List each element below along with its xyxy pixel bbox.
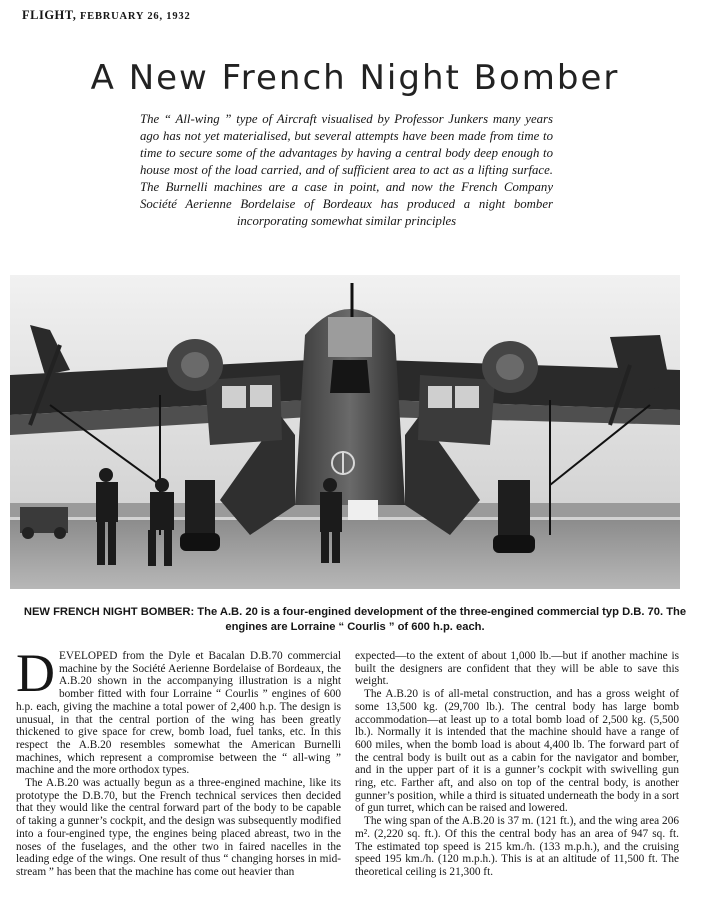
- article-paragraph: The A.B.20 is of all-metal construction, and has a gross weight of some 13,500 kg. (29,700 lb.). The central body has large bomb accommodation—at least up to a total bomb load of 2,500 kg. (5,500 lb.). Normally it is intended that the machine should have a range of 600 miles, when the bomb load is about 4,400 lb. The forward part of the central body is built out as a cabin for the navigator and bomber, and in the upper part of it is a gunner’s cockpit with swivelling gun ring, etc. Farther aft, and also on top of the central body, is another gunner’s position, while a third is situated underneath the body in a sort of gun turret, which can be raised and lowered.: [355, 688, 679, 815]
- issue-date: FEBRUARY 26, 1932: [79, 11, 191, 22]
- header-separator: ,: [72, 8, 80, 22]
- article-standfirst: The “ All-wing ” type of Aircraft visualised by Professor Junkers many years ago has not yet materialised, but several attempts have been made from time to time to secure some of the advantages by having a central body deep enough to house most of the load carried, and of sufficient area to act as a lifting surface. The Burnelli machines are a case in point, and now the French Company Société Aerienne Bordelaise of Bordeaux has produced a night bomber incorporating somewhat similar principles: [140, 112, 553, 228]
- article-title: A New French Night Bomber: [90, 58, 620, 98]
- photo-caption: NEW FRENCH NIGHT BOMBER: The A.B. 20 is a four-engined development of the three-engined commercial typ D.B. 70. The engines are Lorraine “ Courlis ” of 600 h.p. each.: [23, 606, 687, 633]
- article-paragraph: expected—to the extent of about 1,000 lb.—but if another machine is built the designers are confident that they will be able to save this weight.: [355, 650, 679, 688]
- article-paragraph: The wing span of the A.B.20 is 37 m. (121 ft.), and the wing area 206 m². (2,220 sq. ft.). Of this the central body has an area of 947 sq. ft. The estimated top speed is 215 km./h. (133 m.p.h.), and the cruising speed 195 km./h. (120 m.p.h.). This is at an altitude of 11,500 ft. The theoretical ceiling is 21,300 ft.: [355, 815, 679, 878]
- article-column-left: [16, 643, 341, 879]
- paragraph-text: EVELOPED from the Dyle et Bacalan D.B.70 commercial machine by the Société Aerienne Bordelaise of Bordeaux, the A.B.20 shown in the accompanying illustration is a night bomber fitted with four Lorraine “ Courlis ” engines of 600 h.p. each, giving the machine a total power of 2,400 h.p. The design is unusual, in that the central portion of the wing has been greatly thickened to give space for crew, bomb load, fuel tanks, etc. In this respect the A.B.20 resembles somewhat the American Burnelli machines, which represent a compromise between the “ all-wing ” machine and the more orthodox types.: [16, 650, 341, 777]
- article-paragraph: [16, 643, 341, 777]
- aircraft-photo: [10, 275, 680, 589]
- running-header: [22, 8, 191, 23]
- magazine-name: FLIGHT: [22, 8, 73, 22]
- article-column-right: [355, 650, 679, 879]
- drop-cap: D: [16, 643, 55, 703]
- article-paragraph: The A.B.20 was actually begun as a three-engined machine, like its prototype the D.B.70, but the French technical services then decided that they would like the central forward part of the body to be capable of taking a gunner’s cockpit, and the design was subsequently modified into a four-engined type, the engines being placed abreast, two in the noses of the fuselages, and the other two in faired nacelles in the leading edge of the wings. One result of thus “ changing horses in mid-stream ” has been that the machine has come out heavier than: [16, 777, 341, 878]
